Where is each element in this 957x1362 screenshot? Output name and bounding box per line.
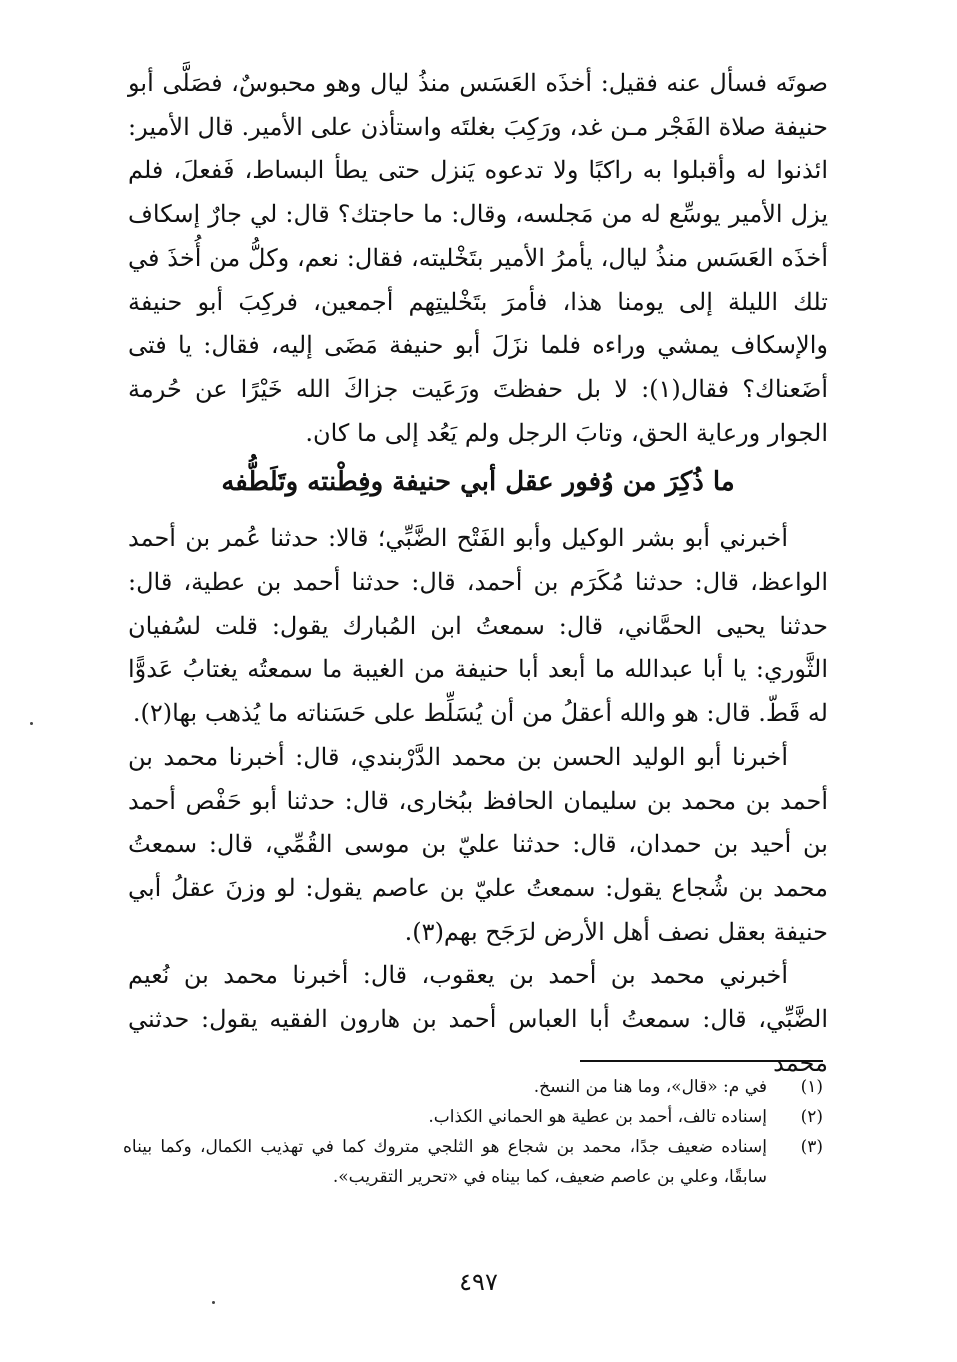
- footnote-item: [123, 1102, 823, 1132]
- scan-speck: [212, 1301, 215, 1304]
- footnote-number: (١): [800, 1077, 823, 1097]
- footnotes: [123, 1072, 823, 1192]
- paragraph-intro: صوتَه فسأل عنه فقيل: أخذَه العَسَس منذُ ليال وهو محبوسٌ، فصَلَّى أبو حنيفة صلاة الفَجْر مـن غد، ورَكِبَ بغلتَه واستأذن على الأمير. قال الأمير: ائذنوا له وأقبلوا به راكبًا ولا تدعوه يَنزل حتى يطأ البساط، فَفعلَ، فلم يزل الأمير يوسِّع له من مَجلسه، وقال: ما حاجتك؟ قال: لي جارٌ إسكاف أخذَه العَسَس منذُ ليال، يأمرُ الأمير بتَخْليته، فقال: نعم، وكلُّ من أُخذَ في تلك الليلة إلى يومنا هذا، فأمرَ بتَخْليتِهم أجمعين، فركِبَ أبو حنيفة والإسكاف يمشي وراءه فلما نزَلَ أبو حنيفة مَضَى إليه، فقال: يا فتى أضَعناك؟ فقال(١): لا بل حفظتَ ورَعَيت جزاكَ الله خَيْرًا عن حُرمة الجوار ورعاية الحق، وتابَ الرجل ولم يَعُد إلى ما كان.: [128, 69, 828, 447]
- footnote-text: إسناده ضعيف جدًا، محمد بن شجاع هو الثلجي متروك كما في تهذيب الكمال، وكما بيناه سابقًا، وعلي بن عاصم ضعيف، كما بيناه في «تحرير التقريب».: [123, 1137, 767, 1187]
- scan-speck: [30, 722, 33, 725]
- footnote-item: [123, 1132, 823, 1192]
- paragraph-narration-2: أخبرنا أبو الوليد الحسن بن محمد الدَّرْبندي، قال: أخبرنا محمد بن أحمد بن محمد بن سليمان الحافظ ببُخارى، قال: حدثنا أبو حَفْص أحمد بن أحيد بن حمدان، قال: حدثنا عليّ بن موسى القُمِّي، قال: سمعتُ محمد بن شُجاع يقول: سمعتُ عليّ بن عاصم يقول: لو وزنَ عقلُ أبي حنيفة بعقل نصف أهل الأرض لرَجَح بهم(٣).: [128, 742, 828, 946]
- paragraph-narration-1: أخبرني أبو بشر الوكيل وأبو الفَتْح الضَّبِّي؛ قالا: حدثنا عُمر بن أحمد الواعظ، قال: حدثنا مُكَرَم بن أحمد، قال: حدثنا أحمد بن عطية، قال: حدثنا يحيى الحمَّاني، قال: سمعتُ ابن المُبارك يقول: قلت لسُفيان الثَّوري: يا أبا عبدالله ما أبعد أبا حنيفة من الغيبة ما سمعتُه يغتابُ عَدوًّا له قَطّ. قال: هو والله أعقلُ من أن يُسَلِّط على حَسَناته ما يُذهب بها(٢).: [128, 524, 829, 728]
- paragraph-narration-3: أخبرني محمد بن أحمد بن يعقوب، قال: أخبرنا محمد بن نُعيم الضَّبِّي، قال: سمعتُ أبا العباس أحمد بن هارون الفقيه يقول: حدثني محمد: [128, 961, 828, 1077]
- footnote-text: في م: «قال»، وما هنا من النسخ.: [533, 1077, 767, 1097]
- footnote-separator: [580, 1060, 823, 1062]
- section-heading: ما ذُكِرَ من وُفور عقل أبي حنيفة وفِطْنته وتَلَطُّفه: [221, 467, 735, 498]
- footnote-item: [123, 1072, 823, 1102]
- footnote-number: (٣): [800, 1137, 823, 1157]
- footnote-text: إسناده تالف، أحمد بن عطية هو الحماني الكذاب.: [428, 1107, 767, 1127]
- footnote-number: (٢): [800, 1107, 823, 1127]
- page-number: ٤٩٧: [459, 1268, 498, 1296]
- page-body: [128, 62, 828, 1085]
